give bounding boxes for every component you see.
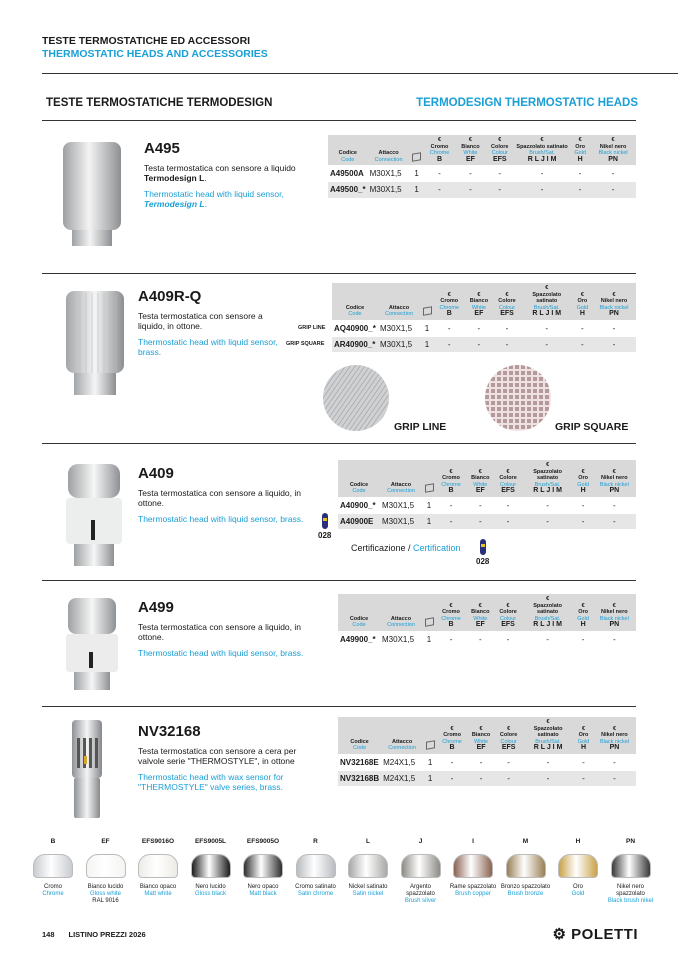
product-image-a409rq bbox=[60, 285, 132, 400]
divider bbox=[42, 706, 636, 707]
finish-swatch bbox=[186, 838, 236, 898]
finish-code: I bbox=[472, 838, 474, 845]
product-image-a409 bbox=[64, 458, 124, 570]
product-code: NV32168 bbox=[138, 723, 201, 740]
product-table-a499: Codice Code Attacco Connection € Cromo Chrome B € Bianco White EF € Colore Colour EFS € Spazzolato satinato Brush/Sat. R L J I M € Oro Gold H € Nikel nero Black nickel PN A49900_* M30X1,5 1 - - - - - - bbox=[338, 594, 636, 647]
finish-name-it: Bianco lucido bbox=[87, 884, 124, 890]
page-header bbox=[42, 35, 268, 61]
box-icon bbox=[426, 740, 435, 750]
product-table-nv32168: Codice Code Attacco Connection € Cromo Chrome B € Bianco White EF € Colore Colour EFS € Spazzolato satinato Brush/Sat. R L J I M € Oro Gold H € Nikel nero Black nickel PN NV32168E M24X1,5 1 - - - - - - NV32168B M24X1,5 1 - - - - - - bbox=[338, 717, 636, 786]
header-title-it: TESTE TERMOSTATICHE ED ACCESSORI bbox=[42, 35, 251, 47]
finish-code: EF bbox=[101, 838, 110, 845]
finish-extra: RAL 9016 bbox=[92, 898, 119, 904]
finish-code: M bbox=[522, 838, 529, 845]
finish-name-en: Gold bbox=[571, 891, 585, 897]
finish-code: EFS9005O bbox=[246, 838, 280, 845]
finish-code: PN bbox=[625, 838, 636, 845]
finish-cap bbox=[558, 854, 598, 878]
table-row: NV32168E M24X1,5 1 - - - - - - bbox=[338, 754, 636, 770]
finish-name-en: Satin nickel bbox=[352, 891, 384, 897]
description-en: Thermostatic head with liquid sensor, Termodesign L. bbox=[144, 189, 284, 209]
grip-square-label: GRIP SQUARE bbox=[286, 341, 325, 347]
finish-swatch bbox=[553, 838, 603, 898]
finish-swatch bbox=[28, 838, 78, 898]
finish-name-en: Brush bronze bbox=[507, 891, 544, 897]
logo-icon: ⚙ bbox=[552, 926, 567, 943]
finish-name-en: Matt white bbox=[144, 891, 172, 897]
description-en: Thermostatic head with liquid sensor, brass. bbox=[138, 514, 304, 524]
finish-code: L bbox=[366, 838, 370, 845]
finish-cap bbox=[453, 854, 493, 878]
table-row: A40900_* M30X1,5 1 - - - - - - bbox=[338, 497, 636, 513]
finish-cap bbox=[506, 854, 546, 878]
finish-name-it: Rame spazzolato bbox=[449, 884, 497, 890]
description-it: Testa termostatica con sensore a cera per valvole serie "THERMOSTYLE", in ottone bbox=[138, 746, 297, 766]
page-number: 148 bbox=[42, 930, 55, 939]
footer-title: LISTINO PREZZI 2026 bbox=[68, 930, 146, 939]
finish-name-it: Bronzo spazzolato bbox=[500, 884, 551, 890]
box-icon bbox=[423, 306, 432, 316]
finish-swatch bbox=[501, 838, 551, 898]
table-row: A49900_* M30X1,5 1 - - - - - - bbox=[338, 631, 636, 647]
finish-code: EFS9016O bbox=[141, 838, 175, 845]
product-image-a499 bbox=[64, 594, 120, 694]
box-icon bbox=[425, 617, 434, 627]
divider bbox=[42, 73, 678, 74]
product-code: A409 bbox=[138, 465, 174, 482]
grip-square-texture bbox=[484, 364, 552, 432]
product-code: A499 bbox=[138, 599, 174, 616]
product-code: A495 bbox=[144, 140, 180, 157]
brand-logo: ⚙ POLETTI bbox=[552, 926, 638, 943]
finish-name-it: Nero opaco bbox=[247, 884, 279, 890]
description-en: Thermostatic head with liquid sensor, brass. bbox=[138, 337, 278, 357]
finish-cap bbox=[348, 854, 388, 878]
description-it: Testa termostatica con sensore a liquido, in ottone. bbox=[138, 622, 302, 642]
finish-name-en: Matt black bbox=[249, 891, 277, 897]
certification-icon: 028 bbox=[318, 513, 331, 540]
finish-name-it: Argento spazzolato bbox=[406, 884, 435, 897]
finish-code: H bbox=[575, 838, 581, 845]
finish-code: B bbox=[50, 838, 56, 845]
grip-square-caption: GRIP SQUARE bbox=[555, 421, 629, 433]
finish-cap bbox=[191, 854, 231, 878]
finish-swatch bbox=[291, 838, 341, 898]
product-a409rq bbox=[138, 288, 278, 357]
finish-name-it: Cromo bbox=[43, 884, 62, 890]
finish-name-it: Oro bbox=[572, 884, 583, 890]
finish-name-it: Nikel nero spazzolato bbox=[616, 884, 645, 897]
finish-cap bbox=[86, 854, 126, 878]
product-nv32168 bbox=[138, 723, 308, 792]
finish-swatch bbox=[448, 838, 498, 898]
product-a409 bbox=[138, 465, 308, 524]
table-row: A40900E M30X1,5 1 - - - - - - bbox=[338, 513, 636, 529]
table-row: AQ40900_* M30X1,5 1 - - - - - - bbox=[332, 320, 636, 336]
finish-swatch bbox=[606, 838, 656, 905]
finish-name-en: Gloss black bbox=[194, 891, 226, 897]
product-table-a409: Codice Code Attacco Connection € Cromo Chrome B € Bianco White EF € Colore Colour EFS € Spazzolato satinato Brush/Sat. R L J I M € Oro Gold H € Nikel nero Black nickel PN A40900_* M30X1,5 1 - - - - - - A40900E M30X1,5 1 - - - - - - bbox=[338, 460, 636, 529]
divider bbox=[42, 580, 636, 581]
divider bbox=[42, 443, 636, 444]
finish-name-en: Brush copper bbox=[455, 891, 491, 897]
finish-swatch bbox=[343, 838, 393, 898]
product-image-nv32168 bbox=[68, 716, 108, 826]
finish-name-en: Gloss white bbox=[89, 891, 121, 897]
finish-swatch bbox=[396, 838, 446, 905]
product-a499 bbox=[138, 599, 308, 658]
grip-line-texture bbox=[322, 364, 390, 432]
product-table-a409rq: Codice Code Attacco Connection € Cromo Chrome B € Bianco White EF € Colore Colour EFS € Spazzolato satinato Brush/Sat. R L J I M € Oro Gold H € Nikel nero Black nickel PN AQ40900_* M30X1,5 1 - - - - - - AR40900_* M30X1,5 1 - - - - - - bbox=[332, 283, 636, 352]
finish-cap bbox=[243, 854, 283, 878]
box-icon bbox=[425, 483, 434, 493]
divider bbox=[42, 273, 636, 274]
description-it: Testa termostatica con sensore a liquido, in ottone. bbox=[138, 311, 263, 331]
finish-cap bbox=[611, 854, 651, 878]
description-en: Thermostatic head with wax sensor for "THERMOSTYLE" valve series, brass. bbox=[138, 772, 284, 792]
finish-swatch bbox=[133, 838, 183, 898]
box-icon bbox=[412, 152, 421, 162]
table-row: NV32168B M24X1,5 1 - - - - - - bbox=[338, 770, 636, 786]
finish-cap bbox=[138, 854, 178, 878]
finish-cap bbox=[296, 854, 336, 878]
product-table-a495: Codice Code Attacco Connection € Cromo Chrome B € Bianco White EF € Colore Colour EFS € Spazzolato satinato Brush/Sat. R L J I M € Oro Gold H € Nikel nero Black nickel PN A49500A M30X1,5 1 - - - - - - A49500_* M30X1,5 1 - - - - - - bbox=[328, 135, 636, 198]
finish-name-en: Satin chrome bbox=[297, 891, 334, 897]
finish-name-it: Nero lucido bbox=[195, 884, 226, 890]
certification-label: Certificazione / Certification bbox=[351, 543, 461, 553]
section-title-it: TESTE TERMOSTATICHE TERMODESIGN bbox=[46, 97, 273, 109]
footer bbox=[42, 930, 160, 939]
finish-code: R bbox=[313, 838, 318, 845]
finish-cap bbox=[33, 854, 73, 878]
finish-name-it: Cromo satinato bbox=[295, 884, 336, 890]
description-en: Thermostatic head with liquid sensor, brass. bbox=[138, 648, 304, 658]
certification-icon: 028 bbox=[476, 539, 489, 566]
finish-name-en: Chrome bbox=[42, 891, 64, 897]
description-it: Testa termostatica con sensore a liquido, in ottone. bbox=[138, 488, 302, 508]
finish-cap bbox=[401, 854, 441, 878]
table-row: AR40900_* M30X1,5 1 - - - - - - bbox=[332, 336, 636, 352]
finish-swatch bbox=[238, 838, 288, 898]
finish-name-it: Bianco opaco bbox=[139, 884, 177, 890]
product-a495 bbox=[144, 140, 314, 209]
header-title-en: THERMOSTATIC HEADS AND ACCESSORIES bbox=[42, 48, 268, 60]
divider bbox=[42, 120, 636, 121]
product-image-a495 bbox=[58, 138, 128, 250]
description-it: Testa termostatica con sensore a liquido Termodesign L. bbox=[144, 163, 296, 183]
finish-name-en: Black brush nikel bbox=[607, 898, 654, 904]
finish-name-it: Nickel satinato bbox=[348, 884, 388, 890]
table-row: A49500A M30X1,5 1 - - - - - - bbox=[328, 166, 636, 182]
product-code: A409R-Q bbox=[138, 288, 202, 305]
finish-code: J bbox=[418, 838, 423, 845]
finish-code: EFS9005L bbox=[194, 838, 227, 845]
finish-name-en: Brush silver bbox=[404, 898, 437, 904]
grip-line-caption: GRIP LINE bbox=[394, 421, 447, 433]
finish-swatch bbox=[81, 838, 131, 905]
table-row: A49500_* M30X1,5 1 - - - - - - bbox=[328, 182, 636, 198]
grip-line-label: GRIP LINE bbox=[298, 325, 326, 331]
section-title-en: TERMODESIGN THERMOSTATIC HEADS bbox=[416, 97, 638, 109]
